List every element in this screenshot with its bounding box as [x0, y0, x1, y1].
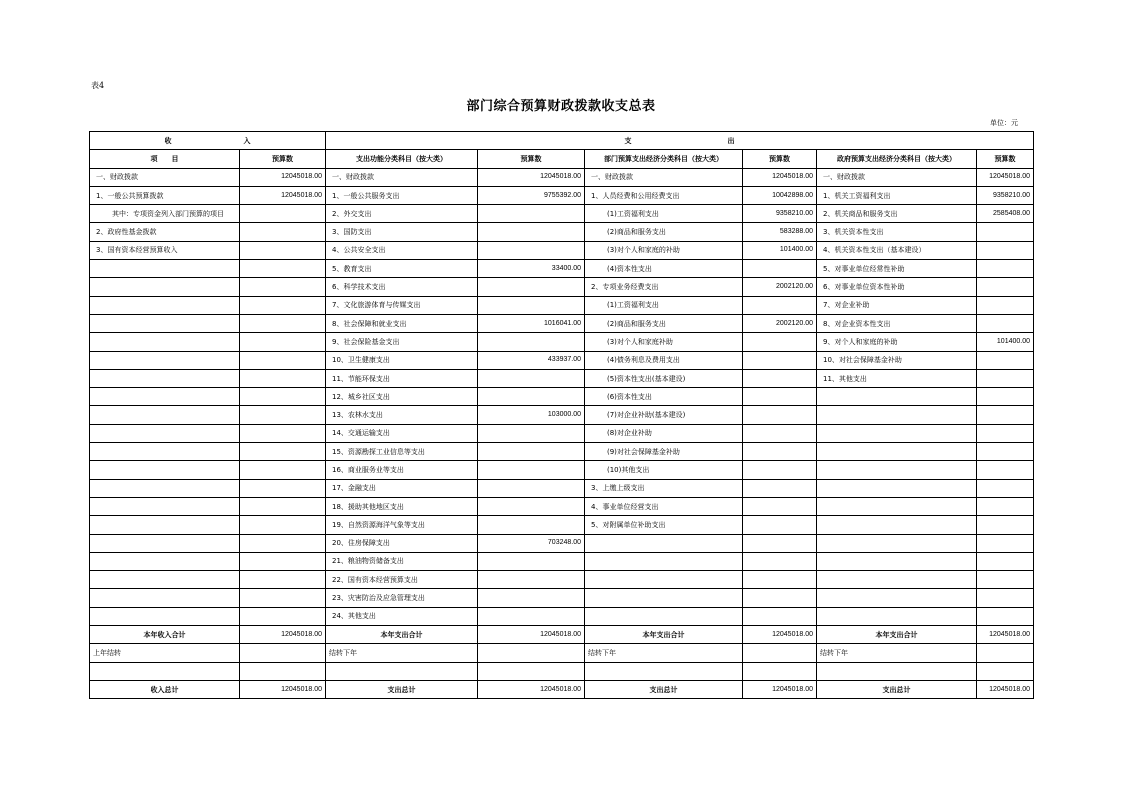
- gov-econ-amount: 12045018.00: [977, 680, 1034, 698]
- income-item: [90, 534, 240, 552]
- dept-econ-item: 5、对附属单位补助支出: [585, 516, 743, 534]
- func-amount: 12045018.00: [478, 680, 585, 698]
- func-item: 20、住房保障支出: [326, 534, 478, 552]
- dept-econ-item: (2)商品和服务支出: [585, 314, 743, 332]
- dept-econ-item: (9)对社会保障基金补助: [585, 443, 743, 461]
- income-item: 上年结转: [90, 644, 240, 662]
- func-item: 10、卫生健康支出: [326, 351, 478, 369]
- dept-econ-item: (5)资本性支出(基本建设): [585, 369, 743, 387]
- func-amount: 12045018.00: [478, 626, 585, 644]
- func-amount: [478, 607, 585, 625]
- func-amount: 103000.00: [478, 406, 585, 424]
- col-header-item: 项 目: [90, 150, 240, 168]
- dept-econ-amount: [743, 479, 817, 497]
- gov-econ-item: [817, 534, 977, 552]
- income-amount: 12045018.00: [240, 186, 326, 204]
- gov-econ-item: 本年支出合计: [817, 626, 977, 644]
- expense-group-char-2: 出: [727, 136, 735, 145]
- income-amount: [240, 296, 326, 314]
- dept-econ-amount: [743, 351, 817, 369]
- income-item: [90, 479, 240, 497]
- func-item: 19、自然资源海洋气象等支出: [326, 516, 478, 534]
- func-item: 16、商业服务业等支出: [326, 461, 478, 479]
- dept-econ-amount: 12045018.00: [743, 168, 817, 186]
- income-item: 本年收入合计: [90, 626, 240, 644]
- gov-econ-item: [817, 552, 977, 570]
- gov-econ-amount: [977, 278, 1034, 296]
- func-amount: 12045018.00: [478, 168, 585, 186]
- gov-econ-amount: [977, 443, 1034, 461]
- dept-econ-item: (1)工资福利支出: [585, 205, 743, 223]
- budget-table: [89, 131, 1034, 699]
- gov-econ-item: [817, 461, 977, 479]
- func-amount: [478, 497, 585, 515]
- func-amount: [478, 223, 585, 241]
- gov-econ-item: 4、机关资本性支出（基本建设）: [817, 241, 977, 259]
- gov-econ-item: 支出总计: [817, 680, 977, 698]
- income-item: [90, 443, 240, 461]
- table-row: [90, 314, 1034, 332]
- dept-econ-amount: [743, 260, 817, 278]
- dept-econ-item: (7)对企业补助(基本建设): [585, 406, 743, 424]
- dept-econ-amount: 2002120.00: [743, 278, 817, 296]
- dept-econ-amount: 2002120.00: [743, 314, 817, 332]
- func-amount: [478, 443, 585, 461]
- func-amount: [478, 552, 585, 570]
- func-amount: [478, 369, 585, 387]
- income-amount: [240, 644, 326, 662]
- gov-econ-item: 9、对个人和家庭的补助: [817, 333, 977, 351]
- func-amount: 433937.00: [478, 351, 585, 369]
- totals-row: [90, 626, 1034, 644]
- income-amount: [240, 552, 326, 570]
- blank-cell: [977, 662, 1034, 680]
- table-row: [90, 168, 1034, 186]
- income-amount: [240, 607, 326, 625]
- gov-econ-amount: 9358210.00: [977, 186, 1034, 204]
- table-row: [90, 424, 1034, 442]
- dept-econ-amount: 101400.00: [743, 241, 817, 259]
- column-header-row: [90, 150, 1034, 168]
- table-row: [90, 443, 1034, 461]
- income-item: 一、财政拨款: [90, 168, 240, 186]
- income-item: [90, 552, 240, 570]
- gov-econ-amount: 12045018.00: [977, 626, 1034, 644]
- table-row: [90, 388, 1034, 406]
- gov-econ-item: 10、对社会保障基金补助: [817, 351, 977, 369]
- gov-econ-amount: [977, 351, 1034, 369]
- func-amount: [478, 296, 585, 314]
- blank-cell: [90, 662, 240, 680]
- grand-total-row: [90, 680, 1034, 698]
- table-row: [90, 406, 1034, 424]
- income-item: [90, 388, 240, 406]
- func-item: 一、财政拨款: [326, 168, 478, 186]
- gov-econ-amount: [977, 516, 1034, 534]
- income-amount: [240, 314, 326, 332]
- col-header-budget: 预算数: [240, 150, 326, 168]
- func-item: 22、国有资本经营预算支出: [326, 571, 478, 589]
- table-number: 表4: [91, 81, 105, 90]
- dept-econ-amount: 9358210.00: [743, 205, 817, 223]
- income-item: [90, 351, 240, 369]
- dept-econ-item: [585, 607, 743, 625]
- func-amount: 1016041.00: [478, 314, 585, 332]
- income-item: [90, 461, 240, 479]
- col-header-func: 支出功能分类科目（按大类）: [326, 150, 478, 168]
- income-item: [90, 497, 240, 515]
- gov-econ-item: 3、机关资本性支出: [817, 223, 977, 241]
- func-item: 21、粮油物资储备支出: [326, 552, 478, 570]
- dept-econ-amount: 583288.00: [743, 223, 817, 241]
- expense-group-char-1: 支: [624, 136, 632, 145]
- income-item: 其中：专项资金列入部门预算的项目: [90, 205, 240, 223]
- blank-cell: [478, 662, 585, 680]
- func-item: 9、社会保险基金支出: [326, 333, 478, 351]
- income-item: 1、一般公共预算拨款: [90, 186, 240, 204]
- func-amount: [478, 589, 585, 607]
- gov-econ-item: 7、对企业补助: [817, 296, 977, 314]
- dept-econ-item: (1)工资福利支出: [585, 296, 743, 314]
- func-item: 6、科学技术支出: [326, 278, 478, 296]
- table-row: [90, 369, 1034, 387]
- func-item: 3、国防支出: [326, 223, 478, 241]
- gov-econ-amount: [977, 461, 1034, 479]
- col-header-budget: 预算数: [743, 150, 817, 168]
- gov-econ-amount: [977, 644, 1034, 662]
- table-row: [90, 589, 1034, 607]
- func-item: 11、节能环保支出: [326, 369, 478, 387]
- dept-econ-amount: 12045018.00: [743, 680, 817, 698]
- dept-econ-item: (6)资本性支出: [585, 388, 743, 406]
- income-amount: [240, 260, 326, 278]
- func-item: 5、教育支出: [326, 260, 478, 278]
- income-group-char-2: 入: [243, 136, 251, 145]
- income-item: 收入总计: [90, 680, 240, 698]
- table-row: [90, 205, 1034, 223]
- table-row: [90, 351, 1034, 369]
- dept-econ-amount: [743, 296, 817, 314]
- dept-econ-item: 3、上缴上级支出: [585, 479, 743, 497]
- gov-econ-amount: [977, 223, 1034, 241]
- col-header-budget: 预算数: [478, 150, 585, 168]
- gov-econ-amount: [977, 534, 1034, 552]
- gov-econ-amount: [977, 497, 1034, 515]
- gov-econ-amount: [977, 589, 1034, 607]
- func-item: 23、灾害防治及应急管理支出: [326, 589, 478, 607]
- col-header-dept-econ: 部门预算支出经济分类科目（按大类）: [585, 150, 743, 168]
- func-item: 17、金融支出: [326, 479, 478, 497]
- income-amount: [240, 589, 326, 607]
- income-item: [90, 406, 240, 424]
- income-amount: [240, 278, 326, 296]
- income-item: [90, 296, 240, 314]
- income-amount: 12045018.00: [240, 168, 326, 186]
- dept-econ-item: 支出总计: [585, 680, 743, 698]
- table-row: [90, 534, 1034, 552]
- dept-econ-amount: [743, 406, 817, 424]
- income-amount: [240, 534, 326, 552]
- table-row: [90, 607, 1034, 625]
- gov-econ-item: 11、其他支出: [817, 369, 977, 387]
- func-amount: 703248.00: [478, 534, 585, 552]
- func-amount: [478, 644, 585, 662]
- gov-econ-item: [817, 443, 977, 461]
- table-row: [90, 516, 1034, 534]
- dept-econ-item: 一、财政拨款: [585, 168, 743, 186]
- income-amount: [240, 443, 326, 461]
- income-amount: [240, 369, 326, 387]
- income-amount: 12045018.00: [240, 626, 326, 644]
- dept-econ-item: [585, 534, 743, 552]
- income-amount: [240, 333, 326, 351]
- func-item: 4、公共安全支出: [326, 241, 478, 259]
- gov-econ-item: 一、财政拨款: [817, 168, 977, 186]
- expense-group-header: [326, 132, 1034, 150]
- income-item: 3、国有资本经营预算收入: [90, 241, 240, 259]
- gov-econ-item: [817, 589, 977, 607]
- gov-econ-item: [817, 607, 977, 625]
- dept-econ-amount: [743, 388, 817, 406]
- func-amount: [478, 479, 585, 497]
- dept-econ-amount: [743, 552, 817, 570]
- income-amount: [240, 388, 326, 406]
- dept-econ-item: (4)债务利息及费用支出: [585, 351, 743, 369]
- income-item: [90, 571, 240, 589]
- table-row: [90, 479, 1034, 497]
- income-item: [90, 607, 240, 625]
- income-group-header: [90, 132, 326, 150]
- dept-econ-amount: [743, 516, 817, 534]
- func-amount: [478, 516, 585, 534]
- gov-econ-item: [817, 479, 977, 497]
- income-item: 2、政府性基金拨款: [90, 223, 240, 241]
- gov-econ-amount: 2585408.00: [977, 205, 1034, 223]
- dept-econ-item: 本年支出合计: [585, 626, 743, 644]
- table-row: [90, 260, 1034, 278]
- dept-econ-amount: 10042898.00: [743, 186, 817, 204]
- income-item: [90, 589, 240, 607]
- unit-label: 单位：元: [990, 119, 1018, 127]
- income-amount: [240, 479, 326, 497]
- func-amount: [478, 333, 585, 351]
- gov-econ-item: 2、机关商品和服务支出: [817, 205, 977, 223]
- income-amount: [240, 406, 326, 424]
- dept-econ-amount: [743, 424, 817, 442]
- dept-econ-item: (10)其他支出: [585, 461, 743, 479]
- income-item: [90, 424, 240, 442]
- group-header-row: [90, 132, 1034, 150]
- gov-econ-amount: [977, 571, 1034, 589]
- dept-econ-item: (3)对个人和家庭补助: [585, 333, 743, 351]
- gov-econ-item: 6、对事业单位资本性补助: [817, 278, 977, 296]
- dept-econ-item: [585, 589, 743, 607]
- table-row: [90, 552, 1034, 570]
- income-item: [90, 333, 240, 351]
- table-row: [90, 461, 1034, 479]
- gov-econ-item: 5、对事业单位经常性补助: [817, 260, 977, 278]
- dept-econ-amount: [743, 607, 817, 625]
- func-item: 7、文化旅游体育与传媒支出: [326, 296, 478, 314]
- income-amount: [240, 516, 326, 534]
- dept-econ-amount: 12045018.00: [743, 626, 817, 644]
- income-amount: [240, 571, 326, 589]
- dept-econ-amount: [743, 461, 817, 479]
- dept-econ-amount: [743, 644, 817, 662]
- func-item: 本年支出合计: [326, 626, 478, 644]
- gov-econ-amount: 12045018.00: [977, 168, 1034, 186]
- dept-econ-amount: [743, 497, 817, 515]
- gov-econ-amount: [977, 296, 1034, 314]
- dept-econ-item: (4)资本性支出: [585, 260, 743, 278]
- blank-cell: [817, 662, 977, 680]
- dept-econ-amount: [743, 571, 817, 589]
- func-item: 15、资源勘探工业信息等支出: [326, 443, 478, 461]
- dept-econ-amount: [743, 369, 817, 387]
- carry-row: [90, 644, 1034, 662]
- table-row: [90, 241, 1034, 259]
- func-amount: 33400.00: [478, 260, 585, 278]
- gov-econ-item: [817, 516, 977, 534]
- income-item: [90, 516, 240, 534]
- func-amount: 9755392.00: [478, 186, 585, 204]
- income-group-char-1: 收: [164, 136, 172, 145]
- dept-econ-item: 结转下年: [585, 644, 743, 662]
- income-amount: [240, 497, 326, 515]
- gov-econ-item: 8、对企业资本性支出: [817, 314, 977, 332]
- gov-econ-amount: [977, 260, 1034, 278]
- blank-cell: [585, 662, 743, 680]
- func-item: 1、一般公共服务支出: [326, 186, 478, 204]
- income-amount: [240, 205, 326, 223]
- func-item: 支出总计: [326, 680, 478, 698]
- func-amount: [478, 241, 585, 259]
- gov-econ-amount: [977, 406, 1034, 424]
- func-amount: [478, 571, 585, 589]
- gov-econ-item: [817, 571, 977, 589]
- func-amount: [478, 461, 585, 479]
- gov-econ-amount: [977, 424, 1034, 442]
- func-item: 结转下年: [326, 644, 478, 662]
- gov-econ-amount: [977, 479, 1034, 497]
- func-item: 12、城乡社区支出: [326, 388, 478, 406]
- func-item: 8、社会保障和就业支出: [326, 314, 478, 332]
- func-item: 2、外交支出: [326, 205, 478, 223]
- func-amount: [478, 278, 585, 296]
- gov-econ-item: 结转下年: [817, 644, 977, 662]
- blank-cell: [743, 662, 817, 680]
- gov-econ-item: [817, 497, 977, 515]
- func-amount: [478, 205, 585, 223]
- col-header-gov-econ: 政府预算支出经济分类科目（按大类）: [817, 150, 977, 168]
- dept-econ-amount: [743, 589, 817, 607]
- func-amount: [478, 424, 585, 442]
- func-item: 24、其他支出: [326, 607, 478, 625]
- table-row: [90, 296, 1034, 314]
- income-amount: [240, 223, 326, 241]
- table-row: [90, 186, 1034, 204]
- func-amount: [478, 388, 585, 406]
- blank-cell: [240, 662, 326, 680]
- income-item: [90, 278, 240, 296]
- income-amount: 12045018.00: [240, 680, 326, 698]
- income-amount: [240, 461, 326, 479]
- gov-econ-amount: [977, 369, 1034, 387]
- income-item: [90, 369, 240, 387]
- dept-econ-item: 1、人员经费和公用经费支出: [585, 186, 743, 204]
- gov-econ-amount: 101400.00: [977, 333, 1034, 351]
- blank-cell: [326, 662, 478, 680]
- gov-econ-item: [817, 424, 977, 442]
- gov-econ-amount: [977, 388, 1034, 406]
- dept-econ-item: 4、事业单位经营支出: [585, 497, 743, 515]
- gov-econ-amount: [977, 241, 1034, 259]
- dept-econ-amount: [743, 333, 817, 351]
- col-header-budget: 预算数: [977, 150, 1034, 168]
- dept-econ-item: [585, 552, 743, 570]
- gov-econ-item: 1、机关工资福利支出: [817, 186, 977, 204]
- gov-econ-amount: [977, 314, 1034, 332]
- dept-econ-item: 2、专项业务经费支出: [585, 278, 743, 296]
- dept-econ-item: (3)对个人和家庭的补助: [585, 241, 743, 259]
- income-amount: [240, 424, 326, 442]
- table-row: [90, 278, 1034, 296]
- gov-econ-item: [817, 388, 977, 406]
- table-row: [90, 223, 1034, 241]
- table-row: [90, 571, 1034, 589]
- gov-econ-amount: [977, 552, 1034, 570]
- page-title: 部门综合预算财政拨款收支总表: [466, 99, 656, 114]
- func-item: 14、交通运输支出: [326, 424, 478, 442]
- blank-row: [90, 662, 1034, 680]
- income-amount: [240, 351, 326, 369]
- func-item: 13、农林水支出: [326, 406, 478, 424]
- income-amount: [240, 241, 326, 259]
- gov-econ-item: [817, 406, 977, 424]
- table-row: [90, 333, 1034, 351]
- gov-econ-amount: [977, 607, 1034, 625]
- dept-econ-item: (8)对企业补助: [585, 424, 743, 442]
- dept-econ-amount: [743, 443, 817, 461]
- income-item: [90, 314, 240, 332]
- dept-econ-amount: [743, 534, 817, 552]
- dept-econ-item: (2)商品和服务支出: [585, 223, 743, 241]
- income-item: [90, 260, 240, 278]
- func-item: 18、援助其他地区支出: [326, 497, 478, 515]
- table-row: [90, 497, 1034, 515]
- dept-econ-item: [585, 571, 743, 589]
